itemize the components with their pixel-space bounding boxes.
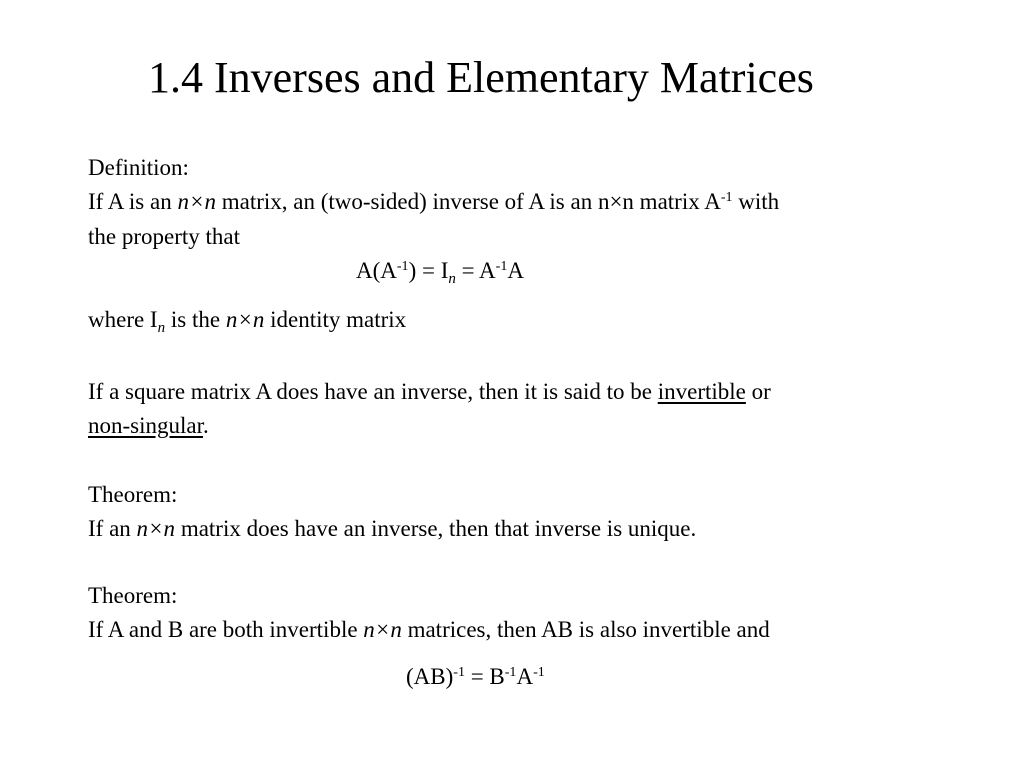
theorem-2-statement: If A and B are both invertible n×n matrices, then AB is also invertible and [88, 617, 770, 642]
theorem-1-statement: If an n×n matrix does have an inverse, then that inverse is unique. [88, 516, 697, 541]
definition-line-1: If A is an n×n matrix, an (two-sided) inverse of A is an n×n matrix $A^{-1}$ with [88, 189, 780, 214]
term-non-singular: non-singular [88, 413, 203, 438]
theorem-2-heading: Theorem: [88, 583, 178, 608]
definition-line-2: the property that [88, 224, 241, 249]
definition-heading: Definition: [88, 155, 189, 180]
term-invertible: invertible [657, 379, 746, 404]
theorem-1-heading: Theorem: [88, 482, 178, 507]
product-inverse-equation: $(AB)^{-1} = B^{-1}A^{-1}$ [406, 664, 545, 689]
identity-matrix-note: where $I_n$ is the n×n identity matrix [88, 307, 407, 337]
invertible-line-2: non-singular. [88, 413, 209, 438]
page-title: 1.4 Inverses and Elementary Matrices [148, 53, 814, 102]
invertible-line-1: If a square matrix A does have an inverse, then it is said to be invertible or [88, 379, 771, 404]
inverse-equation: $A(A^{-1}) = I_n = A^{-1}A$ [356, 258, 524, 288]
